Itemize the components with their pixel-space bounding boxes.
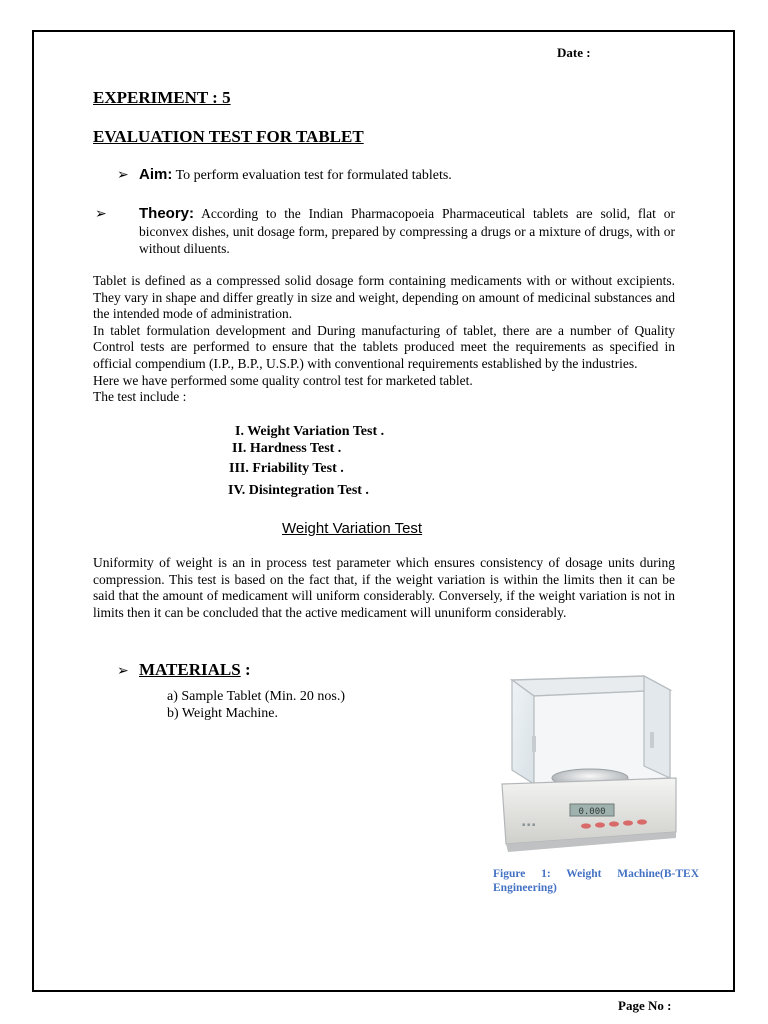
list-item: a) Sample Tablet (Min. 20 nos.) bbox=[167, 689, 346, 704]
theory-section bbox=[95, 205, 676, 257]
intro-line-3: Here we have performed some quality control test for marketed tablet. bbox=[93, 372, 473, 388]
date-label: Date : bbox=[557, 45, 591, 60]
experiment-number-title: EXPERIMENT : 5 bbox=[93, 88, 231, 107]
aim-label: Aim: bbox=[139, 166, 173, 183]
display-reading: 0.000 bbox=[578, 807, 606, 817]
page-number-label: Page No : bbox=[618, 998, 672, 1013]
arrow-bullet-icon: ➢ bbox=[117, 663, 129, 679]
materials-label: MATERIALS bbox=[139, 660, 241, 679]
intro-paragraph-2: In tablet formulation development and During manufacturing of tablet, there are a number of Quality Control tests are performed to ensure that the tablets produced meet the requirements as specified in official compendium (I.P., B.P., U.S.P.) with conventional requirements established by the industries. bbox=[93, 322, 675, 371]
arrow-bullet-icon: ➢ bbox=[95, 206, 107, 222]
theory-text: According to the Indian Pharmacopoeia Pharmaceutical tablets are solid, flat or biconvex dishes, unit dosage form, prepared by compressing a drugs or a mixture of drugs, with or without diluents. bbox=[139, 206, 676, 256]
theory-label: Theory: bbox=[139, 205, 195, 222]
intro-paragraph-1: Tablet is defined as a compressed solid dosage form containing medicaments with or without excipients. They vary in shape and differ greatly in size and weight, depending on amount of medicinal substances and the intended mode of administration. bbox=[93, 273, 675, 322]
weight-machine-image bbox=[494, 666, 686, 858]
materials-list bbox=[167, 688, 345, 722]
weight-variation-paragraph: Uniformity of weight is an in process test parameter which ensures consistency of dosage units during compression. This test is based on the fact that, if the weight variation is within the limits then it can be said that the amount of medicament will uniform considerably. Conversely, if the weight variation is not in limits then it can be concluded that the active medicament will ununiform considerably. bbox=[93, 555, 675, 620]
test-item: IV. Disintegration Test . bbox=[228, 483, 369, 498]
intro-line-4: The test include : bbox=[93, 389, 187, 405]
svg-text:▪ ▪ ▪: ▪ ▪ ▪ bbox=[522, 822, 536, 828]
test-item: II. Hardness Test . bbox=[232, 441, 342, 456]
materials-heading bbox=[117, 660, 251, 680]
test-item: III. Friability Test . bbox=[229, 461, 344, 476]
intro-paragraph bbox=[93, 273, 675, 406]
materials-colon: : bbox=[244, 660, 251, 679]
figure-caption: Figure 1: Weight Machine(B-TEX Engineering) bbox=[493, 868, 699, 894]
weight-variation-heading: Weight Variation Test bbox=[282, 520, 423, 537]
test-item: I. Weight Variation Test . bbox=[235, 424, 385, 439]
aim-section bbox=[117, 166, 677, 184]
arrow-bullet-icon: ➢ bbox=[117, 167, 129, 183]
list-item: b) Weight Machine. bbox=[167, 706, 278, 721]
experiment-title: EVALUATION TEST FOR TABLET bbox=[93, 127, 364, 146]
aim-text: To perform evaluation test for formulated tablets. bbox=[175, 168, 452, 183]
